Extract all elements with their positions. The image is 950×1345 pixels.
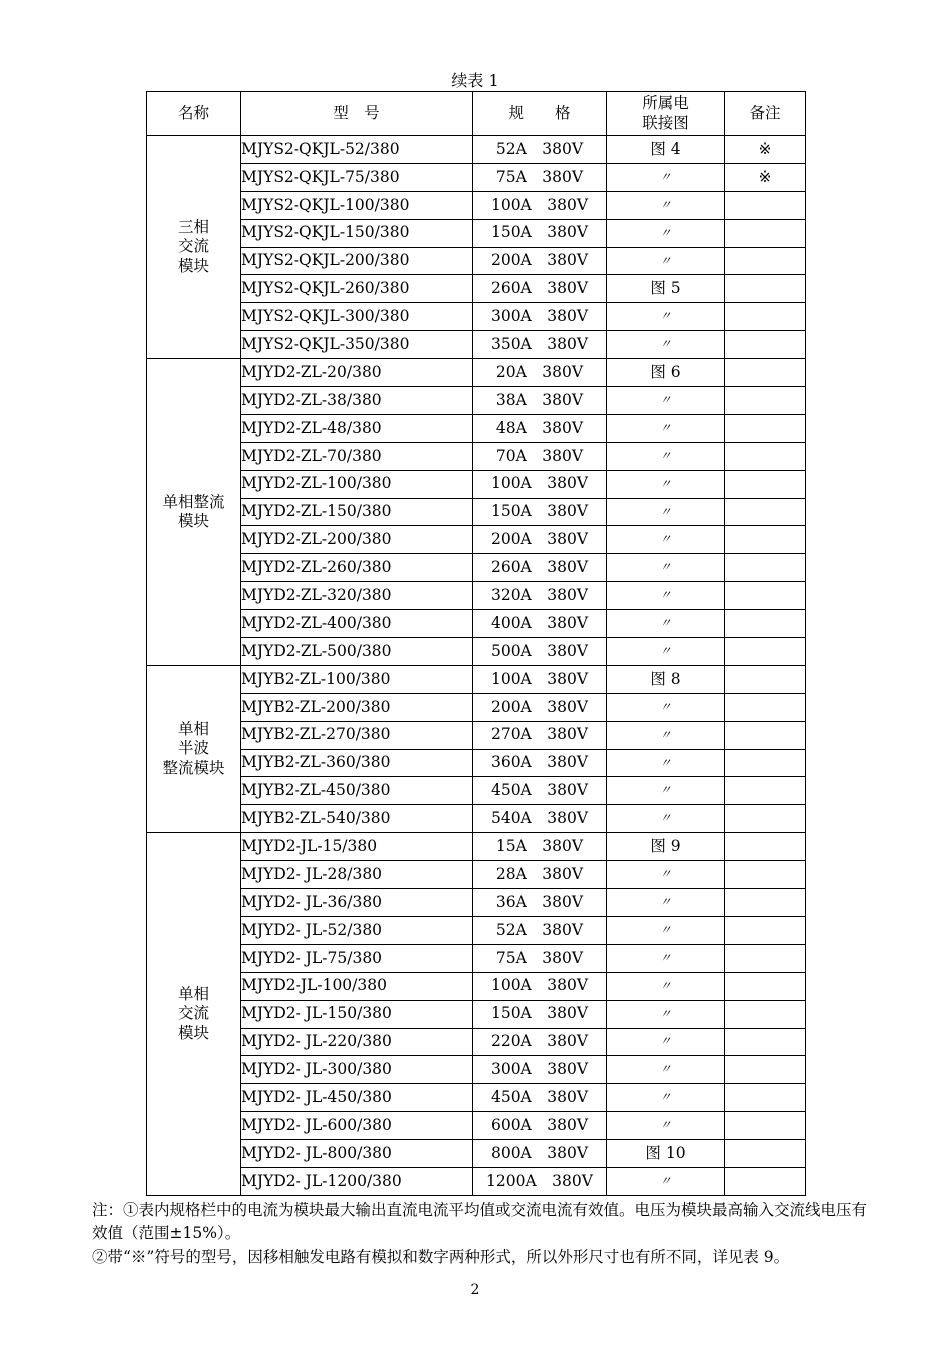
- header-remark: 备注: [725, 92, 806, 136]
- wiring-diagram-cell: 〃: [607, 1084, 725, 1112]
- remark-cell: ※: [725, 163, 806, 191]
- spec-cell: 300A 380V: [473, 303, 607, 331]
- wiring-diagram-cell: 〃: [607, 191, 725, 219]
- model-cell: MJYB2-ZL-100/380: [241, 665, 473, 693]
- wiring-diagram-cell: 〃: [607, 1112, 725, 1140]
- table-row: [147, 554, 806, 582]
- wiring-diagram-cell: 〃: [607, 610, 725, 638]
- spec-cell: 600A 380V: [473, 1112, 607, 1140]
- table-row: [147, 861, 806, 889]
- table-row: [147, 805, 806, 833]
- model-cell: MJYD2-JL-15/380: [241, 833, 473, 861]
- spec-cell: 52A 380V: [473, 916, 607, 944]
- model-cell: MJYD2- JL-28/380: [241, 861, 473, 889]
- remark-cell: [725, 1056, 806, 1084]
- header-wiring-diagram-label: 所属电 联接图: [642, 94, 689, 132]
- spec-cell: 200A 380V: [473, 247, 607, 275]
- spec-cell: 100A 380V: [473, 470, 607, 498]
- spec-cell: 450A 380V: [473, 1084, 607, 1112]
- remark-cell: [725, 1084, 806, 1112]
- spec-cell: 300A 380V: [473, 1056, 607, 1084]
- spec-cell: 48A 380V: [473, 414, 607, 442]
- wiring-diagram-cell: 〃: [607, 861, 725, 889]
- model-cell: MJYS2-QKJL-200/380: [241, 247, 473, 275]
- remark-cell: [725, 526, 806, 554]
- remark-cell: [725, 1140, 806, 1168]
- header-wiring-diagram: [607, 92, 725, 136]
- table-row: [147, 275, 806, 303]
- footnotes: [92, 1199, 872, 1269]
- model-cell: MJYB2-ZL-270/380: [241, 721, 473, 749]
- spec-cell: 400A 380V: [473, 610, 607, 638]
- spec-cell: 540A 380V: [473, 805, 607, 833]
- spec-cell: 260A 380V: [473, 554, 607, 582]
- table-row: [147, 889, 806, 917]
- spec-cell: 200A 380V: [473, 693, 607, 721]
- model-cell: MJYS2-QKJL-100/380: [241, 191, 473, 219]
- spec-cell: 150A 380V: [473, 498, 607, 526]
- remark-cell: [725, 1000, 806, 1028]
- footnote-1: 注：①表内规格栏中的电流为模块最大输出直流电流平均值或交流电流有效值。电压为模块最高输入交流线电压有效值（范围±15%）。: [92, 1201, 868, 1243]
- remark-cell: [725, 721, 806, 749]
- remark-cell: [725, 749, 806, 777]
- spec-cell: 100A 380V: [473, 665, 607, 693]
- model-cell: MJYD2- JL-600/380: [241, 1112, 473, 1140]
- model-cell: MJYB2-ZL-540/380: [241, 805, 473, 833]
- table-row: [147, 470, 806, 498]
- table-row: [147, 749, 806, 777]
- group-name-cell: 单相 半波 整流模块: [147, 665, 241, 832]
- model-cell: MJYD2-ZL-200/380: [241, 526, 473, 554]
- remark-cell: [725, 387, 806, 415]
- wiring-diagram-cell: 〃: [607, 331, 725, 359]
- wiring-diagram-cell: 〃: [607, 777, 725, 805]
- model-cell: MJYD2-JL-100/380: [241, 972, 473, 1000]
- table-row: [147, 163, 806, 191]
- remark-cell: [725, 665, 806, 693]
- footnote-2: ②带“※”符号的型号，因移相触发电路有模拟和数字两种形式，所以外形尺寸也有所不同，详见表 9。: [92, 1247, 790, 1266]
- wiring-diagram-cell: 〃: [607, 387, 725, 415]
- table-row: [147, 916, 806, 944]
- spec-cell: 38A 380V: [473, 387, 607, 415]
- remark-cell: [725, 1112, 806, 1140]
- header-spec: 规 格: [473, 92, 607, 136]
- spec-cell: 1200A 380V: [473, 1167, 607, 1195]
- model-cell: MJYD2-ZL-70/380: [241, 442, 473, 470]
- table-row: [147, 191, 806, 219]
- model-cell: MJYD2- JL-220/380: [241, 1028, 473, 1056]
- wiring-diagram-cell: 〃: [607, 1056, 725, 1084]
- model-cell: MJYD2-ZL-500/380: [241, 638, 473, 666]
- spec-cell: 260A 380V: [473, 275, 607, 303]
- wiring-diagram-cell: 〃: [607, 638, 725, 666]
- table-row: [147, 944, 806, 972]
- model-cell: MJYD2- JL-300/380: [241, 1056, 473, 1084]
- model-cell: MJYD2- JL-800/380: [241, 1140, 473, 1168]
- spec-cell: 500A 380V: [473, 638, 607, 666]
- spec-table: [146, 91, 806, 1196]
- model-cell: MJYD2-ZL-48/380: [241, 414, 473, 442]
- model-cell: MJYD2-ZL-320/380: [241, 582, 473, 610]
- remark-cell: [725, 777, 806, 805]
- spec-cell: 800A 380V: [473, 1140, 607, 1168]
- wiring-diagram-cell: 图 6: [607, 359, 725, 387]
- table-row: [147, 582, 806, 610]
- wiring-diagram-cell: 图 8: [607, 665, 725, 693]
- remark-cell: [725, 219, 806, 247]
- table-row: [147, 526, 806, 554]
- model-cell: MJYD2-ZL-100/380: [241, 470, 473, 498]
- wiring-diagram-cell: 〃: [607, 470, 725, 498]
- model-cell: MJYB2-ZL-200/380: [241, 693, 473, 721]
- table-body: [147, 136, 806, 1196]
- wiring-diagram-cell: 图 9: [607, 833, 725, 861]
- remark-cell: [725, 610, 806, 638]
- model-cell: MJYD2- JL-450/380: [241, 1084, 473, 1112]
- wiring-diagram-cell: 〃: [607, 219, 725, 247]
- spec-cell: 360A 380V: [473, 749, 607, 777]
- wiring-diagram-cell: 〃: [607, 1000, 725, 1028]
- table-row: [147, 136, 806, 164]
- header-name: 名称: [147, 92, 241, 136]
- remark-cell: [725, 191, 806, 219]
- remark-cell: ※: [725, 136, 806, 164]
- remark-cell: [725, 805, 806, 833]
- wiring-diagram-cell: 〃: [607, 498, 725, 526]
- table-row: [147, 303, 806, 331]
- remark-cell: [725, 889, 806, 917]
- table-row: [147, 442, 806, 470]
- model-cell: MJYD2-ZL-150/380: [241, 498, 473, 526]
- spec-cell: 450A 380V: [473, 777, 607, 805]
- table-row: [147, 247, 806, 275]
- remark-cell: [725, 247, 806, 275]
- model-cell: MJYD2-ZL-38/380: [241, 387, 473, 415]
- wiring-diagram-cell: 〃: [607, 1028, 725, 1056]
- spec-cell: 200A 380V: [473, 526, 607, 554]
- spec-cell: 15A 380V: [473, 833, 607, 861]
- wiring-diagram-cell: 〃: [607, 944, 725, 972]
- wiring-diagram-cell: 图 4: [607, 136, 725, 164]
- table-row: [147, 1167, 806, 1195]
- wiring-diagram-cell: 〃: [607, 163, 725, 191]
- remark-cell: [725, 554, 806, 582]
- wiring-diagram-cell: 〃: [607, 582, 725, 610]
- spec-cell: 150A 380V: [473, 1000, 607, 1028]
- wiring-diagram-cell: 〃: [607, 526, 725, 554]
- remark-cell: [725, 1167, 806, 1195]
- group-name-cell: 单相整流 模块: [147, 359, 241, 666]
- wiring-diagram-cell: 〃: [607, 749, 725, 777]
- wiring-diagram-cell: 〃: [607, 303, 725, 331]
- table-row: [147, 331, 806, 359]
- page-number: 2: [470, 1282, 480, 1298]
- spec-cell: 100A 380V: [473, 972, 607, 1000]
- model-cell: MJYD2- JL-1200/380: [241, 1167, 473, 1195]
- model-cell: MJYS2-QKJL-52/380: [241, 136, 473, 164]
- remark-cell: [725, 916, 806, 944]
- wiring-diagram-cell: 图 5: [607, 275, 725, 303]
- model-cell: MJYB2-ZL-450/380: [241, 777, 473, 805]
- spec-cell: 75A 380V: [473, 944, 607, 972]
- wiring-diagram-cell: 〃: [607, 1167, 725, 1195]
- table-row: [147, 610, 806, 638]
- remark-cell: [725, 861, 806, 889]
- spec-cell: 150A 380V: [473, 219, 607, 247]
- spec-cell: 75A 380V: [473, 163, 607, 191]
- model-cell: MJYD2-ZL-260/380: [241, 554, 473, 582]
- table-row: [147, 1056, 806, 1084]
- model-cell: MJYS2-QKJL-260/380: [241, 275, 473, 303]
- group-name-cell: 三相 交流 模块: [147, 136, 241, 359]
- spec-cell: 36A 380V: [473, 889, 607, 917]
- table-row: [147, 1084, 806, 1112]
- wiring-diagram-cell: 〃: [607, 972, 725, 1000]
- table-row: [147, 638, 806, 666]
- spec-cell: 20A 380V: [473, 359, 607, 387]
- spec-cell: 28A 380V: [473, 861, 607, 889]
- table-row: [147, 1028, 806, 1056]
- table-row: [147, 387, 806, 415]
- model-cell: MJYS2-QKJL-75/380: [241, 163, 473, 191]
- remark-cell: [725, 303, 806, 331]
- table-caption: 续表 1: [451, 71, 499, 90]
- table-row: [147, 665, 806, 693]
- spec-cell: 70A 380V: [473, 442, 607, 470]
- model-cell: MJYB2-ZL-360/380: [241, 749, 473, 777]
- remark-cell: [725, 331, 806, 359]
- model-cell: MJYD2-ZL-400/380: [241, 610, 473, 638]
- spec-cell: 52A 380V: [473, 136, 607, 164]
- model-cell: MJYD2- JL-36/380: [241, 889, 473, 917]
- model-cell: MJYS2-QKJL-150/380: [241, 219, 473, 247]
- model-cell: MJYD2- JL-150/380: [241, 1000, 473, 1028]
- table-row: [147, 1140, 806, 1168]
- model-cell: MJYD2-ZL-20/380: [241, 359, 473, 387]
- table-row: [147, 693, 806, 721]
- group-name-cell: 单相 交流 模块: [147, 833, 241, 1196]
- spec-cell: 350A 380V: [473, 331, 607, 359]
- wiring-diagram-cell: 〃: [607, 442, 725, 470]
- table-row: [147, 972, 806, 1000]
- table-row: [147, 721, 806, 749]
- spec-cell: 320A 380V: [473, 582, 607, 610]
- remark-cell: [725, 944, 806, 972]
- table-row: [147, 498, 806, 526]
- remark-cell: [725, 1028, 806, 1056]
- model-cell: MJYS2-QKJL-300/380: [241, 303, 473, 331]
- table-row: [147, 1000, 806, 1028]
- remark-cell: [725, 359, 806, 387]
- wiring-diagram-cell: 〃: [607, 247, 725, 275]
- remark-cell: [725, 498, 806, 526]
- remark-cell: [725, 833, 806, 861]
- wiring-diagram-cell: 〃: [607, 805, 725, 833]
- wiring-diagram-cell: 〃: [607, 414, 725, 442]
- wiring-diagram-cell: 〃: [607, 554, 725, 582]
- model-cell: MJYD2- JL-52/380: [241, 916, 473, 944]
- remark-cell: [725, 693, 806, 721]
- table-row: [147, 219, 806, 247]
- remark-cell: [725, 275, 806, 303]
- model-cell: MJYD2- JL-75/380: [241, 944, 473, 972]
- wiring-diagram-cell: 图 10: [607, 1140, 725, 1168]
- remark-cell: [725, 442, 806, 470]
- model-cell: MJYS2-QKJL-350/380: [241, 331, 473, 359]
- remark-cell: [725, 414, 806, 442]
- wiring-diagram-cell: 〃: [607, 693, 725, 721]
- table-header-row: [147, 92, 806, 136]
- remark-cell: [725, 470, 806, 498]
- wiring-diagram-cell: 〃: [607, 889, 725, 917]
- spec-cell: 100A 380V: [473, 191, 607, 219]
- header-model: 型 号: [241, 92, 473, 136]
- wiring-diagram-cell: 〃: [607, 721, 725, 749]
- table-row: [147, 777, 806, 805]
- table-row: [147, 359, 806, 387]
- remark-cell: [725, 638, 806, 666]
- remark-cell: [725, 972, 806, 1000]
- table-row: [147, 1112, 806, 1140]
- spec-cell: 220A 380V: [473, 1028, 607, 1056]
- table-row: [147, 833, 806, 861]
- spec-cell: 270A 380V: [473, 721, 607, 749]
- remark-cell: [725, 582, 806, 610]
- wiring-diagram-cell: 〃: [607, 916, 725, 944]
- table-row: [147, 414, 806, 442]
